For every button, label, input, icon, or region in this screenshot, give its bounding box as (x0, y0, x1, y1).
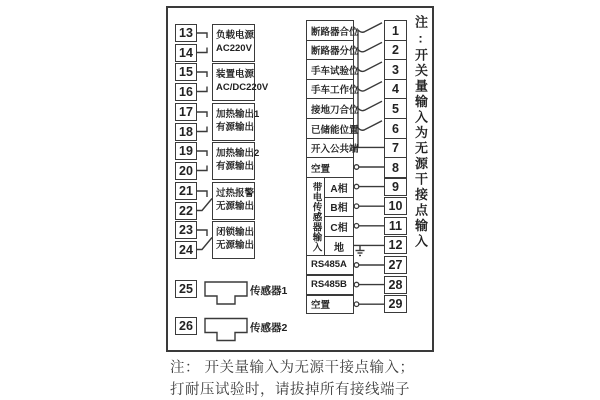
terminal-box-21: 21 (175, 182, 197, 200)
terminal-box-13: 13 (175, 24, 197, 42)
plug-connector-icon (197, 48, 207, 53)
sensor-connector-outline (205, 319, 247, 341)
sensor-connector-outline (205, 282, 247, 304)
terminal-box-14: 14 (175, 44, 197, 62)
side-note-vertical: 注:开关量输入为无源干接点输入 (413, 15, 428, 250)
terminal-box-1: 1 (384, 20, 407, 41)
ground-icon (356, 245, 365, 255)
sensor-2-label: 传感器2 (250, 322, 288, 334)
terminal-box-17: 17 (175, 103, 197, 121)
live-sensor-input-label: 带电传感器输入 (307, 178, 325, 256)
contact-switch-icon (358, 23, 382, 32)
spare-label-29: 空置 (306, 295, 354, 315)
terminal-dot-icon (354, 184, 359, 189)
plug-connector-icon (197, 72, 207, 77)
rs485b-label: RS485B (306, 275, 354, 295)
phase-a-label: A相 (330, 183, 348, 195)
contact-switch-icon (358, 42, 382, 51)
rs485a-label: RS485A (306, 255, 354, 275)
load-power-label: 负载电源 AC220V (212, 24, 255, 62)
terminal-box-6: 6 (384, 118, 407, 139)
contact-switch-icon (358, 62, 382, 71)
terminal-box-7: 7 (384, 138, 407, 159)
terminal-box-15: 15 (175, 63, 197, 81)
terminal-box-22: 22 (175, 202, 197, 220)
terminal-box-28: 28 (384, 276, 407, 294)
plug-connector-icon (197, 112, 207, 117)
contact-switch-icon (358, 82, 382, 91)
terminal-box-26: 26 (175, 317, 197, 335)
handcart-work-label: 手车工作位 (306, 79, 354, 100)
contact-switch-icon (197, 199, 212, 211)
terminal-box-19: 19 (175, 142, 197, 160)
terminal-box-18: 18 (175, 123, 197, 141)
terminal-box-20: 20 (175, 162, 197, 180)
input-common-label: 开入公共端 (306, 138, 354, 159)
contact-switch-icon (197, 191, 207, 197)
terminal-dot-icon (354, 302, 359, 307)
bottom-note-line2: 打耐压试验时，请拔掉所有接线端子 (170, 382, 410, 398)
plug-connector-icon (197, 166, 207, 171)
terminal-box-27: 27 (384, 256, 407, 274)
terminal-box-11: 11 (384, 217, 407, 235)
terminal-box-2: 2 (384, 40, 407, 61)
terminal-box-16: 16 (175, 83, 197, 101)
overheat-alarm-label: 过热报警 无源输出 (212, 182, 255, 220)
breaker-closed-label: 断路器合位 (306, 20, 354, 41)
plug-connector-icon (197, 127, 207, 132)
terminal-dot-icon (354, 224, 359, 229)
terminal-box-25: 25 (175, 280, 197, 298)
ground-switch-closed-label: 接地刀合位 (306, 98, 354, 119)
terminal-dot-icon (354, 165, 359, 170)
device-power-label: 装置电源 AC/DC220V (212, 63, 255, 101)
sensor-1-label: 传感器1 (250, 285, 288, 297)
phase-b-label: B相 (325, 197, 353, 217)
plug-connector-icon (197, 87, 207, 92)
spare-label-8: 空置 (306, 157, 354, 178)
spring-charged-label: 已储能位置 (306, 118, 354, 139)
terminal-dot-icon (354, 282, 359, 287)
contact-switch-icon (197, 238, 212, 250)
plug-connector-icon (197, 151, 207, 156)
terminal-dot-icon (354, 263, 359, 268)
phase-c-label: C相 (325, 216, 353, 236)
terminal-box-24: 24 (175, 241, 197, 259)
terminal-box-4: 4 (384, 79, 407, 100)
contact-switch-icon (358, 121, 382, 130)
breaker-open-label: 断路器分位 (306, 40, 354, 61)
contact-switch-icon (197, 230, 207, 236)
live-sensor-input-group (306, 177, 354, 257)
terminal-box-3: 3 (384, 59, 407, 80)
terminal-box-29: 29 (384, 295, 407, 313)
outer-frame (166, 6, 434, 352)
phase-cells (325, 178, 353, 256)
lockout-output-label: 闭锁输出 无源输出 (212, 221, 255, 259)
handcart-test-label: 手车试验位 (306, 59, 354, 80)
terminal-box-12: 12 (384, 236, 407, 254)
plug-connector-icon (197, 33, 207, 38)
earth-label: 地 (325, 236, 353, 256)
heater-output-2-label: 加热输出2 有源输出 (212, 142, 255, 180)
terminal-box-10: 10 (384, 197, 407, 215)
terminal-dot-icon (354, 204, 359, 209)
contact-switch-icon (358, 101, 382, 110)
bottom-note-line1: 注： 开关量输入为无源干接点输入； (170, 360, 415, 376)
terminal-box-5: 5 (384, 98, 407, 119)
heater-output-1-label: 加热输出1 有源输出 (212, 103, 255, 141)
terminal-box-8: 8 (384, 157, 407, 178)
terminal-box-9: 9 (384, 178, 407, 196)
terminal-box-23: 23 (175, 221, 197, 239)
